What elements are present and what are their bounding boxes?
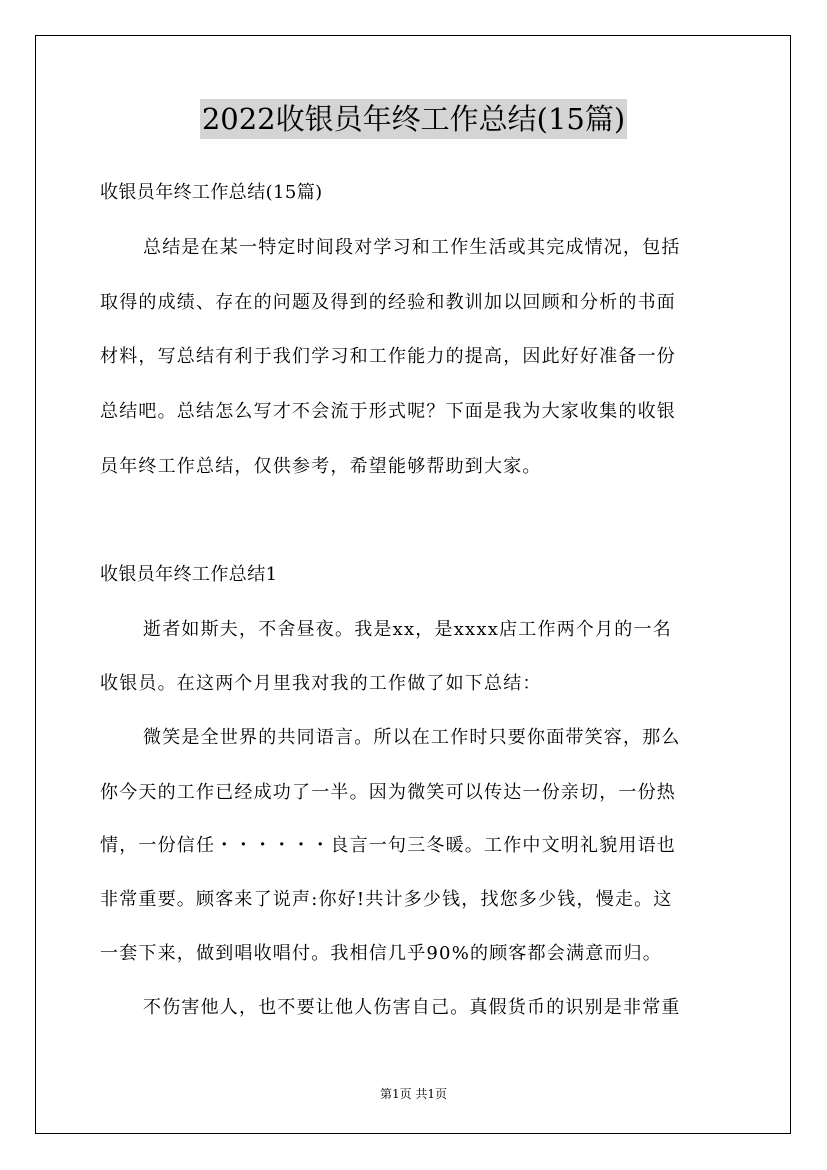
body-line: 你今天的工作已经成功了一半。因为微笑可以传达一份亲切，一份热 (100, 782, 676, 803)
document-title-wrapper (0, 99, 827, 139)
intro-line: 员年终工作总结，仅供参考，希望能够帮助到大家。 (100, 456, 542, 477)
body-line: 微笑是全世界的共同语言。所以在工作时只要你面带笑容，那么 (143, 727, 681, 748)
body-line: 一套下来，做到唱收唱付。我相信几乎90%的顾客都会满意而归。 (100, 943, 663, 964)
document-subtitle: 收银员年终工作总结(15篇) (100, 182, 323, 203)
body-line: 逝者如斯夫，不舍昼夜。我是xx，是xxxx店工作两个月的一名 (143, 619, 672, 640)
document-title: 2022收银员年终工作总结(15篇) (200, 99, 627, 139)
intro-line: 取得的成绩、存在的问题及得到的经验和教训加以回顾和分析的书面 (100, 292, 676, 313)
body-line: 非常重要。顾客来了说声:你好!共计多少钱，找您多少钱，慢走。这 (100, 889, 673, 910)
body-line: 收银员。在这两个月里我对我的工作做了如下总结： (100, 673, 542, 694)
intro-line: 总结是在某一特定时间段对学习和工作生活或其完成情况，包括 (143, 237, 681, 258)
page-footer: 第1页 共1页 (379, 1087, 448, 1101)
intro-line: 材料，写总结有利于我们学习和工作能力的提高，因此好好准备一份 (100, 346, 676, 367)
body-line: 不伤害他人，也不要让他人伤害自己。真假货币的识别是非常重 (143, 997, 681, 1018)
intro-line: 总结吧。总结怎么写才不会流于形式呢？下面是我为大家收集的收银 (100, 401, 676, 422)
section-heading: 收银员年终工作总结1 (100, 564, 278, 585)
body-line: 情，一份信任・・・・・・良言一句三冬暖。工作中文明礼貌用语也 (100, 835, 676, 856)
